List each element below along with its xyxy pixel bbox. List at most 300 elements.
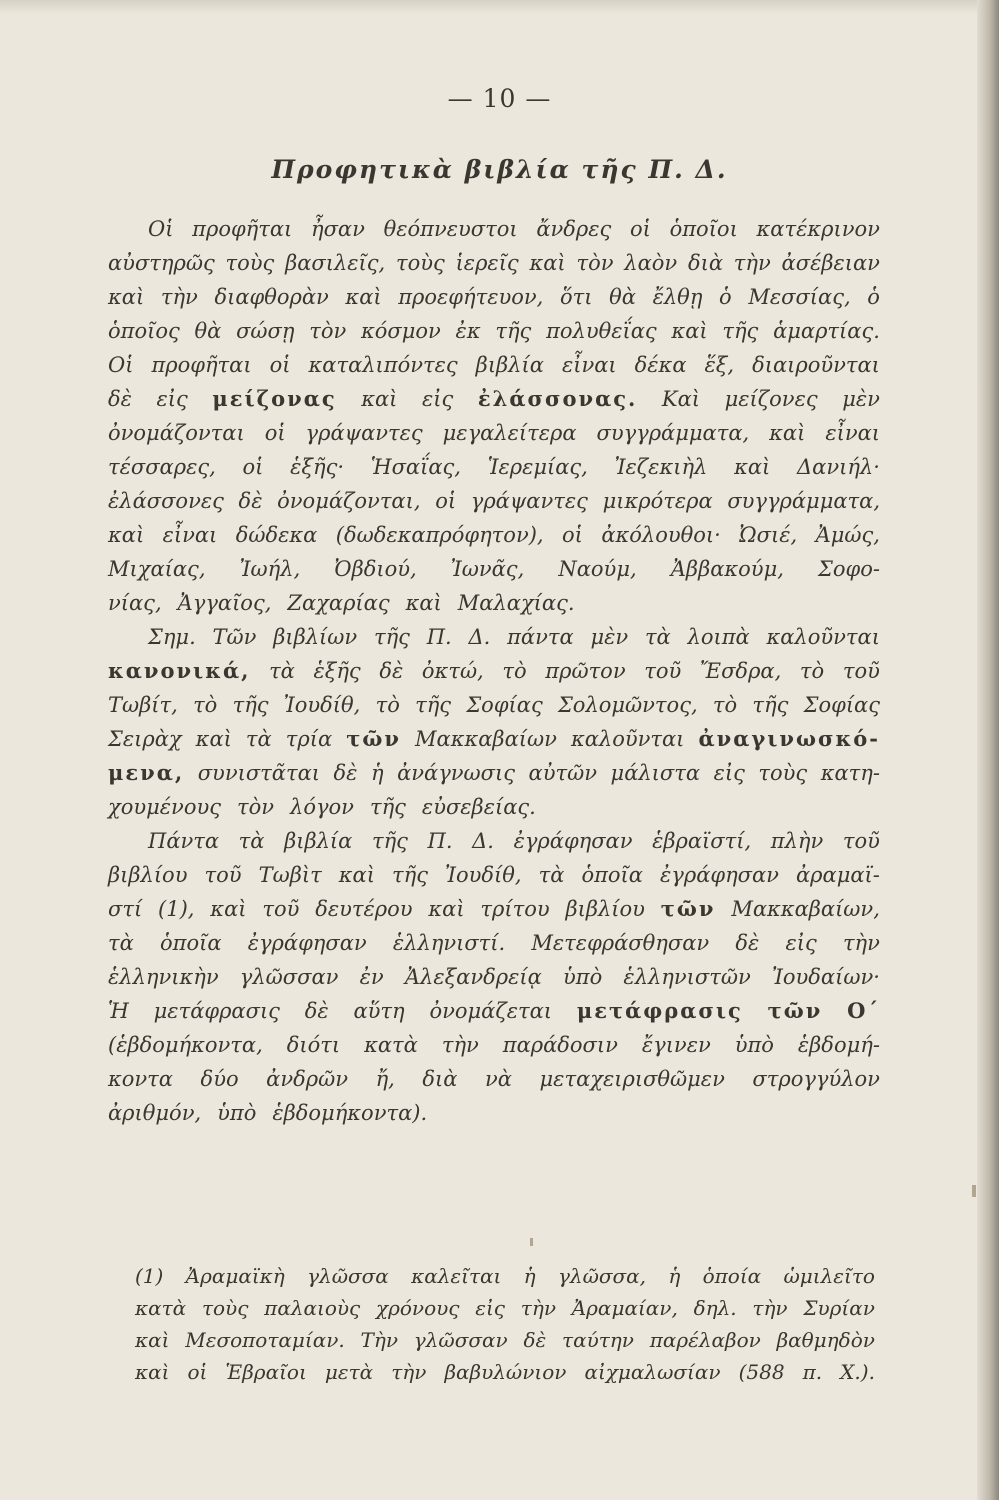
word: καὶ	[769, 421, 806, 445]
word: βιβλία	[475, 353, 544, 377]
word: Σημ.	[148, 625, 196, 649]
word: γλῶσσα,	[557, 1264, 647, 1288]
word: Ἰουδαίων·	[771, 965, 880, 989]
word: συνιστᾶται	[197, 761, 320, 785]
word: τὴν	[733, 251, 771, 275]
word: δὲ	[333, 761, 358, 785]
word: οἱ	[269, 353, 291, 377]
word: ἔγινεν	[641, 1033, 711, 1057]
word: αὐστηρῶς	[108, 251, 215, 275]
word: ἀραμαϊ-	[796, 863, 880, 887]
word: Μετεφράσθησαν	[531, 931, 710, 955]
word: ὁ	[867, 285, 880, 309]
text-line	[108, 280, 880, 314]
word: τὰ	[269, 659, 295, 683]
word: τὴν	[160, 285, 198, 309]
word: καὶ	[108, 285, 145, 309]
word: τῆς	[722, 319, 759, 343]
word: Σειρὰχ	[108, 727, 182, 751]
word: κόσμον	[360, 319, 441, 343]
word: ἀσέβειαν	[781, 251, 880, 275]
text-line	[135, 1292, 875, 1324]
text-line	[108, 824, 880, 858]
text-line	[108, 484, 880, 518]
word: λοιπὰ	[687, 625, 750, 649]
word: ὀνομάζονται	[108, 421, 245, 445]
word: διὰ	[422, 1067, 458, 1091]
word: σώσῃ	[236, 319, 295, 343]
text-line	[135, 1260, 875, 1292]
word: ἐλάσσονες	[108, 489, 224, 513]
word: Σοφίας	[803, 693, 880, 717]
word: καὶ	[405, 591, 442, 615]
word: μικρότερα	[602, 489, 713, 513]
word: ἑλληνιστῶν	[623, 965, 751, 989]
word: ἡ	[668, 1264, 681, 1288]
word: λαὸν	[624, 251, 678, 275]
word: Οἱ	[148, 217, 174, 241]
word: καὶ	[671, 319, 708, 343]
word: Ἀραμαϊκὴ	[185, 1264, 285, 1288]
word: κατὰ	[135, 1296, 187, 1320]
word: Ἑβραῖοι	[225, 1360, 307, 1384]
word: ἐγράφησαν	[247, 931, 367, 955]
word: ἀνδρῶν	[266, 1067, 348, 1091]
word: τοῦ	[842, 659, 880, 683]
word: βιβλίου	[108, 863, 188, 887]
word: ἐν	[359, 965, 384, 989]
word: δέκα	[634, 353, 687, 377]
word: βαθμηδὸν	[776, 1328, 875, 1352]
word: μείζονες	[724, 387, 818, 411]
page-title: Προφητικὰ βιβλία τῆς Π. Δ.	[271, 155, 728, 184]
word: τέσσαρες,	[108, 455, 216, 479]
word: τῆς	[415, 693, 452, 717]
word: Δανιήλ·	[797, 455, 880, 479]
word: τοὺς	[201, 1296, 249, 1320]
word: χρόνους	[376, 1296, 460, 1320]
word: μεγαλείτερα	[442, 421, 577, 445]
word: καὶ	[361, 387, 398, 411]
word: Ἱερεμίας,	[487, 455, 588, 479]
word: τῶν	[767, 998, 823, 1023]
word: αἰχμαλωσίαν	[584, 1360, 721, 1384]
word: Ἰουδίθ,	[445, 863, 522, 887]
text-line	[108, 926, 880, 960]
word: τὸ	[193, 693, 218, 717]
word: πολυθεΐας	[546, 319, 657, 343]
text-line	[135, 1356, 875, 1388]
word: Χ.).	[840, 1360, 875, 1384]
word: τὸν	[237, 795, 275, 819]
word: ἑλληνιστί.	[392, 931, 506, 955]
word: ἀκόλουθοι·	[601, 523, 721, 547]
word: καταλιπόντες	[308, 353, 458, 377]
word: δώδεκα	[235, 523, 318, 547]
word: ἀναγινωσκό-	[698, 726, 880, 751]
word: γράψαντες	[470, 489, 588, 513]
word: τὰ	[108, 931, 134, 955]
word: ἐκ	[455, 319, 481, 343]
word: διότι	[286, 1033, 341, 1057]
word: Μιχαίας,	[108, 557, 206, 581]
word: τὴν	[842, 931, 880, 955]
word: Μαλαχίας.	[457, 591, 575, 615]
word: χουμένους	[108, 795, 221, 819]
word: ἀριθμόν,	[108, 1101, 202, 1125]
word: Μακκαβαίων,	[731, 897, 880, 921]
text-line	[108, 756, 880, 790]
text-line	[108, 688, 880, 722]
word: καὶ	[338, 863, 375, 887]
word: ἑξῆς	[313, 659, 361, 683]
word: Ἀραμαίαν,	[571, 1296, 678, 1320]
word: τὰ	[245, 727, 272, 751]
word: τὸ	[502, 659, 527, 683]
word: καὶ	[108, 523, 145, 547]
word: ἑβδομήκοντα).	[272, 1101, 428, 1125]
word: αὕτη	[353, 999, 405, 1023]
word: Ζαχαρίας	[287, 591, 390, 615]
word: νὰ	[485, 1067, 512, 1091]
word: τῆς	[371, 829, 408, 853]
word: τοῦ	[204, 863, 242, 887]
word: Ἰωήλ,	[239, 557, 301, 581]
word: καὶ	[345, 285, 382, 309]
word: ἔλθῃ	[652, 285, 703, 309]
word: τῆς	[232, 693, 269, 717]
word: Δ.	[468, 625, 491, 649]
word: Ἰουδίθ,	[283, 693, 361, 717]
word: πλὴν	[770, 829, 824, 853]
word: Ἡ	[108, 999, 129, 1023]
word: ὀκτώ,	[421, 659, 484, 683]
text-line	[108, 1096, 880, 1130]
word: ἡ	[370, 761, 384, 785]
word: καλοῦνται	[570, 727, 685, 751]
word: καὶ	[734, 455, 771, 479]
word: βασιλεῖς,	[285, 251, 386, 275]
word: μάλιστα	[610, 761, 701, 785]
word: τοῦ	[262, 897, 300, 921]
word: εἶναι	[162, 523, 218, 547]
word: γλῶσσα	[307, 1264, 389, 1288]
word: Ἀββακούμ,	[670, 557, 784, 581]
word: τὸν	[576, 251, 614, 275]
word: παράδοσιν	[502, 1033, 618, 1057]
word: εἰς	[713, 761, 745, 785]
word: οἱ	[562, 523, 583, 547]
word: βιβλία	[284, 829, 353, 853]
footnote	[135, 1260, 875, 1388]
word: τοὺς	[396, 251, 445, 275]
word: μετάφρασις	[153, 999, 280, 1023]
word: εὐσεβείας.	[421, 795, 536, 819]
text-line	[108, 892, 880, 926]
word: Τὴν	[360, 1328, 399, 1352]
word: Σολομῶντος,	[557, 693, 698, 717]
word: Πάντα	[148, 829, 220, 853]
word: τοὺς	[225, 251, 275, 275]
word: καὶ	[428, 897, 465, 921]
word: τὸ	[712, 693, 738, 717]
word: (ἑβδομήκοντα,	[108, 1033, 263, 1057]
word: δὲ	[379, 659, 404, 683]
word: γλῶσσαν	[239, 965, 339, 989]
text-line	[108, 348, 880, 382]
word: Ἀλεξανδρείᾳ	[404, 965, 542, 989]
word: ἐγράφησαν	[660, 863, 779, 887]
word: οἱ	[187, 1360, 208, 1384]
word: δὲ	[735, 931, 760, 955]
word: βιβλίου	[565, 897, 645, 921]
word: π.	[802, 1360, 823, 1384]
word: Τῶν	[212, 625, 257, 649]
word: ὅτι	[559, 285, 593, 309]
word: Οἱ	[108, 353, 134, 377]
word: τὰ	[538, 863, 565, 887]
word: ἑλληνικὴν	[108, 965, 219, 989]
text-line	[108, 960, 880, 994]
word: τοῦ	[644, 659, 682, 683]
word: τὰ	[238, 829, 265, 853]
word: ἐλάσσονας.	[477, 386, 638, 411]
word: μετὰ	[324, 1360, 374, 1384]
word: Δ.	[472, 829, 494, 853]
word: τὴν	[752, 1296, 788, 1320]
word: ὡμιλεῖτο	[783, 1264, 875, 1288]
word: οἱ	[264, 421, 286, 445]
word: εἰς	[475, 1296, 506, 1320]
word: τὴν	[520, 1296, 556, 1320]
word: καλοῦνται	[766, 625, 880, 649]
word: οἱ	[630, 217, 651, 241]
word: δὲ	[238, 489, 263, 513]
word: τῆς	[392, 863, 428, 887]
word: Τωβίτ,	[108, 693, 178, 717]
word: γλῶσσαν	[413, 1328, 508, 1352]
text-line	[108, 994, 880, 1028]
text-line	[108, 858, 880, 892]
word: λόγον	[290, 795, 354, 819]
word: τὴν	[391, 1360, 427, 1384]
word: (1)	[135, 1264, 164, 1288]
word: δὲ	[523, 1328, 547, 1352]
word: καὶ	[135, 1328, 170, 1352]
word: καὶ	[210, 897, 247, 921]
text-line	[108, 552, 880, 586]
word: τὸ	[799, 659, 825, 683]
word: ἑξῆς·	[290, 455, 345, 479]
word: τῆς	[495, 319, 532, 343]
word: οἱ	[242, 455, 264, 479]
word: πρῶτον	[545, 659, 626, 683]
word: μὲν	[842, 387, 880, 411]
word: παρέλαβον	[649, 1328, 761, 1352]
word: ἄνδρες	[536, 217, 612, 241]
word: ὁποῖοι	[669, 217, 738, 241]
word: μείζονας	[212, 386, 337, 411]
word: τῶν	[346, 726, 401, 751]
word: τῆς	[752, 693, 789, 717]
word: ἦσαν	[311, 217, 365, 241]
word: Π.	[426, 625, 452, 649]
word: συγγράμματα,	[596, 421, 750, 445]
word: ὁποῖος	[108, 319, 180, 343]
page-right-edge	[977, 0, 999, 1500]
word: (1),	[158, 897, 195, 921]
word: βιβλίων	[273, 625, 358, 649]
word: μὲν	[590, 625, 629, 649]
word: ἡ	[523, 1264, 536, 1288]
text-line	[108, 586, 880, 620]
word: Μακκαβαίων	[415, 727, 557, 751]
word: θεόπνευστοι	[383, 217, 518, 241]
text-line	[108, 790, 880, 824]
word: ὑπὸ	[563, 965, 603, 989]
word: στί	[108, 897, 143, 921]
text-line	[108, 620, 880, 654]
word: προφῆται	[151, 353, 252, 377]
text-line	[108, 1062, 880, 1096]
word: δὲ	[108, 387, 132, 411]
page-number: — 10 —	[447, 84, 552, 113]
word: τὸ	[375, 693, 400, 717]
word: τὴν	[441, 1033, 479, 1057]
word: τὸν	[309, 319, 347, 343]
word: ὀνομάζονται,	[277, 489, 421, 513]
word: καλεῖται	[411, 1264, 502, 1288]
word: οἱ	[435, 489, 457, 513]
text-line	[108, 382, 880, 416]
text-line	[108, 416, 880, 450]
word: Καὶ	[661, 387, 701, 411]
word: ὁποῖα	[581, 863, 643, 887]
word: Σοφίας	[466, 693, 543, 717]
word: εἰς	[422, 387, 454, 411]
text-line	[108, 314, 880, 348]
word: Συρίαν	[803, 1296, 875, 1320]
word: Σοφο-	[818, 557, 880, 581]
word: Ναούμ,	[558, 557, 637, 581]
word: γράψαντες	[305, 421, 423, 445]
word: εἰς	[785, 931, 817, 955]
word: (588	[738, 1360, 785, 1384]
body-text	[108, 212, 880, 1130]
word: τῆς	[373, 625, 410, 649]
word: ἐγράφησαν	[513, 829, 633, 853]
word: ὁποία	[702, 1264, 762, 1288]
word: κατη-	[820, 761, 880, 785]
text-line	[135, 1324, 875, 1356]
word: βαβυλώνιον	[444, 1360, 567, 1384]
word: δηλ.	[693, 1296, 737, 1320]
word: διαφθορὰν	[214, 285, 329, 309]
word: νίας,	[108, 591, 162, 615]
text-line	[108, 450, 880, 484]
text-line	[108, 246, 880, 280]
scan-speck	[530, 1238, 533, 1246]
word: Ἡσαΐας,	[370, 455, 461, 479]
word: ὑπὸ	[734, 1033, 774, 1057]
page-top-shadow	[0, 0, 999, 14]
word: μενα,	[108, 760, 185, 785]
word: τὰ	[644, 625, 671, 649]
word: κοντα	[108, 1067, 173, 1091]
word: κανονικά,	[108, 658, 251, 683]
word: μετάφρασις	[576, 998, 743, 1023]
word: ταύτην	[562, 1328, 634, 1352]
text-line	[108, 722, 880, 756]
word: Μεσοποταμίαν.	[185, 1328, 345, 1352]
word: κατὰ	[364, 1033, 418, 1057]
word: Π.	[427, 829, 453, 853]
word: εἶναι	[561, 353, 617, 377]
word: προφῆται	[192, 217, 293, 241]
word: Ὀβδιού,	[334, 557, 417, 581]
word: τοῦ	[842, 829, 880, 853]
word: τῆς	[369, 795, 406, 819]
word: ἱερεῖς	[455, 251, 519, 275]
word: Ο΄	[847, 998, 880, 1023]
word: Τωβὶτ	[258, 863, 322, 887]
word: καὶ	[195, 727, 232, 751]
word: μεταχειρισθῶμεν	[539, 1067, 725, 1091]
scan-speck	[972, 1185, 976, 1197]
word: καὶ	[135, 1360, 170, 1384]
word: τρία	[285, 727, 333, 751]
word: ὁποῖα	[160, 931, 222, 955]
word: αὐτῶν	[528, 761, 598, 785]
word: ἤ,	[375, 1067, 395, 1091]
word: ἀνάγνωσις	[397, 761, 516, 785]
word: ἕξ,	[704, 353, 735, 377]
word: τρίτου	[480, 897, 550, 921]
word: ὁ	[719, 285, 732, 309]
word: Ἰωνᾶς,	[450, 557, 525, 581]
word: Ἔσδρα,	[699, 659, 782, 683]
word: (δωδεκαπρόφητον),	[335, 523, 544, 547]
word: καὶ	[529, 251, 566, 275]
word: ἑβραϊστί,	[652, 829, 752, 853]
word: εἶναι	[825, 421, 880, 445]
word: τοὺς	[758, 761, 808, 785]
word: εἰς	[156, 387, 188, 411]
word: τῶν	[660, 896, 716, 921]
word: κατέκρινον	[756, 217, 880, 241]
word: θὰ	[194, 319, 222, 343]
word: Ἀγγαῖος,	[177, 591, 272, 615]
word: ὑπὸ	[217, 1101, 257, 1125]
word: Ἀμώς,	[815, 523, 880, 547]
word: δὲ	[304, 999, 329, 1023]
text-line	[108, 654, 880, 688]
word: στρογγύλον	[752, 1067, 880, 1091]
word: Ὠσιέ,	[739, 523, 798, 547]
word: δύο	[200, 1067, 239, 1091]
word: ὀνομάζεται	[429, 999, 553, 1023]
word: διαιροῦνται	[752, 353, 880, 377]
word: συγγράμματα,	[727, 489, 880, 513]
text-line	[108, 518, 880, 552]
word: παλαιοὺς	[264, 1296, 361, 1320]
text-line	[108, 212, 880, 246]
word: προεφήτευον,	[398, 285, 544, 309]
word: θὰ	[609, 285, 636, 309]
word: ἑβδομή-	[797, 1033, 880, 1057]
word: ἁμαρτίας.	[773, 319, 880, 343]
word: δευτέρου	[315, 897, 413, 921]
